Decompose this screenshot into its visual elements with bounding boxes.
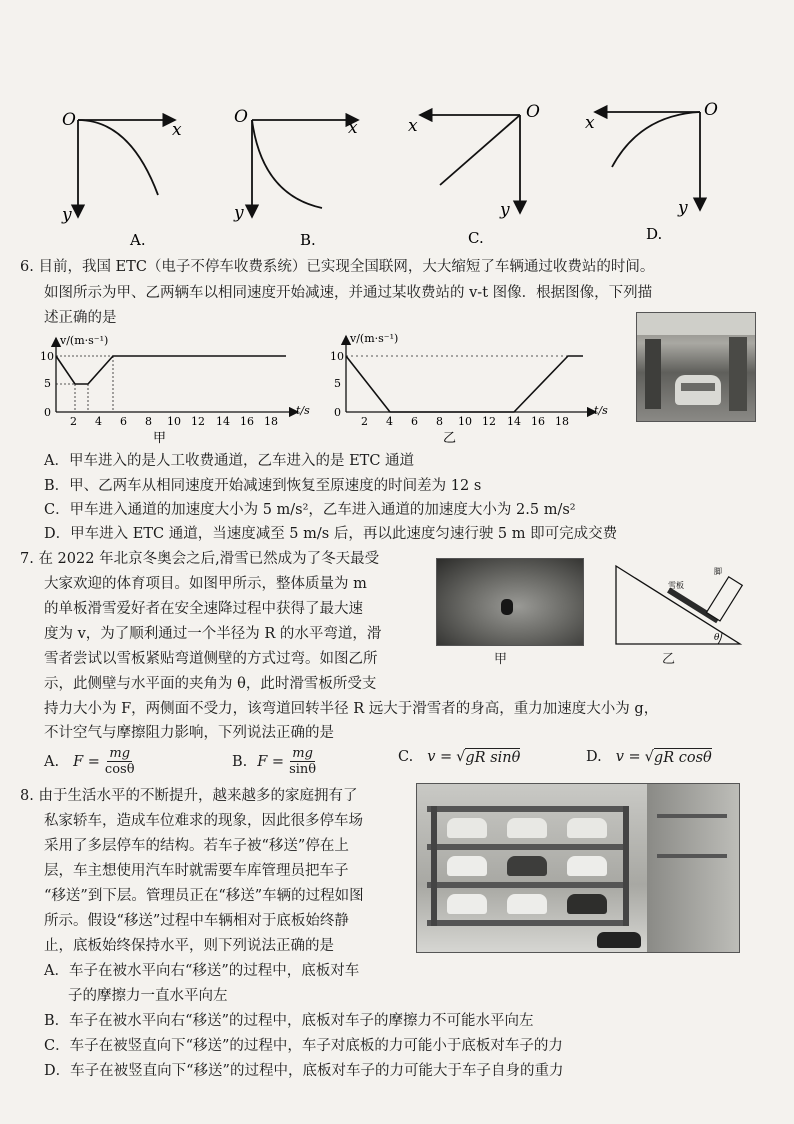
- q8-text-0: 由于生活水平的不断提升，越来越多的家庭拥有了: [38, 788, 358, 804]
- q5-graph-b: [233, 107, 358, 249]
- q6-stem-line3: 述正确的是: [44, 310, 117, 326]
- q6-number: 6.: [20, 259, 34, 275]
- svg-text:θ: θ: [714, 633, 720, 643]
- q5-graph-a: [61, 110, 182, 249]
- q8-option-a-line2: 子的摩擦力一直水平向左: [68, 988, 228, 1004]
- svg-text:0: 0: [44, 406, 51, 419]
- svg-text:6: 6: [120, 415, 127, 428]
- q6-toll-station-photo: [636, 312, 756, 422]
- svg-text:O: O: [704, 100, 718, 120]
- q7-option-b: [232, 746, 321, 777]
- svg-text:y: y: [678, 198, 688, 218]
- q8-option-a-line1: A．车子在被水平向右“移送”的过程中，底板对车: [44, 963, 360, 979]
- q7-line-6: 持力大小为 F，两侧面不受力，该弯道回转半径 R 远大于滑雪者的身高，重力加速度大小为 g，: [44, 701, 659, 717]
- svg-text:y: y: [62, 205, 72, 225]
- q6-option-d: D．甲车进入 ETC 通道，当速度减至 5 m/s 后，再以此速度匀速行驶 5 m 即可完成交费: [44, 526, 618, 542]
- q7-option-d-label: D.: [586, 749, 602, 765]
- q7-option-a-fraction: [103, 746, 137, 777]
- svg-text:10: 10: [40, 350, 54, 363]
- svg-text:O: O: [234, 107, 248, 127]
- svg-text:5: 5: [334, 377, 341, 390]
- svg-text:x: x: [172, 120, 182, 140]
- q8-line-3: 层，车主想使用汽车时就需要车库管理员把车子: [44, 863, 349, 879]
- svg-text:O: O: [526, 102, 540, 122]
- q7-line-7: 不计空气与摩擦阻力影响，下列说法正确的是: [44, 725, 334, 741]
- svg-text:16: 16: [531, 415, 545, 428]
- q7-slope-figure: [610, 552, 750, 652]
- q7-fig-b-caption: 乙: [662, 652, 676, 667]
- q7-option-c-radicand: gR sinθ: [465, 749, 521, 766]
- q6-yi-xticks: [361, 415, 569, 428]
- q7-number: 7.: [20, 551, 34, 567]
- q7-snowboarder-photo: [436, 558, 584, 646]
- svg-text:0: 0: [334, 406, 341, 419]
- q6-option-a: A．甲车进入的是人工收费通道，乙车进入的是 ETC 通道: [44, 453, 415, 469]
- q7-option-a-denominator: cosθ: [104, 762, 135, 777]
- q7-option-b-denominator: sinθ: [289, 762, 317, 777]
- q8-line-0: [20, 783, 357, 809]
- q6-graph-jia: [18, 328, 318, 446]
- q8-line-1: 私家轿车，造成车位难求的现象，因此很多停车场: [44, 813, 363, 829]
- svg-text:y: y: [500, 200, 510, 220]
- q8-line-4: “移送”到下层。管理员正在“移送”车辆的过程如图: [44, 888, 364, 904]
- q7-line-0: [20, 546, 379, 572]
- q7-option-c: C. v = √ gR sinθ: [398, 744, 520, 770]
- svg-text:D.: D.: [646, 225, 663, 243]
- svg-text:12: 12: [482, 415, 496, 428]
- svg-text:2: 2: [70, 415, 77, 428]
- q7-text-0: 在 2022 年北京冬奥会之后,滑雪已然成为了冬天最受: [38, 551, 380, 567]
- q8-number: 8.: [20, 788, 34, 804]
- q7-option-d: D. v = √ gR cosθ: [586, 744, 712, 770]
- q7-option-d-lhs: v =: [615, 749, 641, 765]
- q5-trajectory-graphs: [0, 95, 794, 250]
- svg-text:C.: C.: [468, 229, 484, 247]
- q8-option-d: D．车子在被竖直向下“移送”的过程中，底板对车子的力可能大于车子自身的重力: [44, 1063, 564, 1079]
- svg-text:脚: 脚: [714, 567, 722, 576]
- q7-option-c-label: C.: [398, 749, 414, 765]
- svg-text:x: x: [348, 118, 358, 138]
- svg-text:5: 5: [44, 377, 51, 390]
- svg-text:8: 8: [436, 415, 443, 428]
- svg-text:B.: B.: [300, 231, 316, 249]
- svg-text:18: 18: [555, 415, 569, 428]
- q6-stem-line1: [20, 254, 654, 280]
- svg-text:x: x: [408, 116, 418, 136]
- q7-line-2: 的单板滑雪爱好者在安全速降过程中获得了最大速: [44, 601, 363, 617]
- q7-option-d-radicand: gR cosθ: [653, 749, 712, 766]
- q7-option-a-lhs: F =: [73, 753, 100, 770]
- svg-text:甲: 甲: [153, 431, 167, 446]
- q7-option-b-label: B.: [232, 753, 248, 770]
- svg-text:雪板: 雪板: [668, 581, 684, 590]
- q8-option-b: B．车子在被水平向右“移送”的过程中，底板对车子的摩擦力不可能水平向左: [44, 1013, 534, 1029]
- q7-line-4: 雪者尝试以雪板紧贴弯道侧壁的方式过弯。如图乙所: [44, 651, 378, 667]
- q7-option-b-fraction: [287, 746, 318, 777]
- svg-text:10: 10: [330, 350, 344, 363]
- svg-text:12: 12: [191, 415, 205, 428]
- q6-stem-line2: 如图所示为甲、乙两辆车以相同速度开始减速，并通过某收费站的 v-t 图像．根据图像，下列描: [44, 285, 653, 301]
- svg-text:14: 14: [507, 415, 521, 428]
- svg-text:8: 8: [145, 415, 152, 428]
- q7-option-a-label: A.: [44, 753, 60, 770]
- q7-option-a: [44, 746, 140, 777]
- q5-graph-c: [408, 102, 540, 247]
- svg-text:x: x: [585, 113, 595, 133]
- q8-line-5: 所示。假设“移送”过程中车辆相对于底板始终静: [44, 913, 349, 929]
- q7-line-5: 示，此侧壁与水平面的夹角为 θ，此时滑雪板所受支: [44, 676, 377, 692]
- q6-stem-text-1: 目前，我国 ETC（电子不停车收费系统）已实现全国联网，大大缩短了车辆通过收费站的时间。: [38, 259, 655, 275]
- q6-graph-yi: [318, 328, 618, 446]
- svg-text:4: 4: [95, 415, 102, 428]
- q8-parking-garage-photo: [416, 783, 740, 953]
- q8-option-c: C．车子在被竖直向下“移送”的过程中，车子对底板的力可能小于底板对车子的力: [44, 1038, 563, 1054]
- q7-line-1: 大家欢迎的体育项目。如图甲所示，整体质量为 m: [44, 576, 367, 592]
- svg-text:t/s: t/s: [594, 404, 608, 417]
- q7-line-3: 度为 v，为了顺利通过一个半径为 R 的水平弯道，滑: [44, 626, 382, 642]
- svg-text:v/(m·s⁻¹): v/(m·s⁻¹): [350, 332, 399, 345]
- svg-text:16: 16: [240, 415, 254, 428]
- svg-text:A.: A.: [130, 231, 146, 249]
- svg-text:2: 2: [361, 415, 368, 428]
- svg-text:v/(m·s⁻¹): v/(m·s⁻¹): [60, 334, 109, 347]
- q7-fig-a-caption: 甲: [494, 652, 508, 667]
- svg-text:14: 14: [216, 415, 230, 428]
- q6-option-c: C．甲车进入通道的加速度大小为 5 m/s²，乙车进入通道的加速度大小为 2.5 m/s²: [44, 502, 576, 518]
- q7-option-b-lhs: F =: [257, 753, 285, 770]
- svg-text:18: 18: [264, 415, 278, 428]
- svg-text:10: 10: [458, 415, 472, 428]
- svg-text:y: y: [234, 203, 244, 223]
- svg-text:10: 10: [167, 415, 181, 428]
- svg-text:乙: 乙: [443, 431, 457, 446]
- svg-text:t/s: t/s: [296, 404, 310, 417]
- q7-option-c-lhs: v =: [427, 749, 453, 765]
- q7-option-a-numerator: mg: [109, 746, 131, 761]
- q5-graph-d: [585, 100, 718, 243]
- q8-line-6: 止，底板始终保持水平，则下列说法正确的是: [44, 938, 334, 954]
- svg-text:6: 6: [411, 415, 418, 428]
- q8-line-2: 采用了多层停车的结构。若车子被“移送”停在上: [44, 838, 349, 854]
- q6-jia-xticks: [70, 415, 278, 428]
- q7-option-b-numerator: mg: [292, 746, 313, 761]
- svg-text:4: 4: [386, 415, 393, 428]
- q6-option-b: B．甲、乙两车从相同速度开始减速到恢复至原速度的时间差为 12 s: [44, 478, 482, 494]
- svg-text:O: O: [62, 110, 76, 130]
